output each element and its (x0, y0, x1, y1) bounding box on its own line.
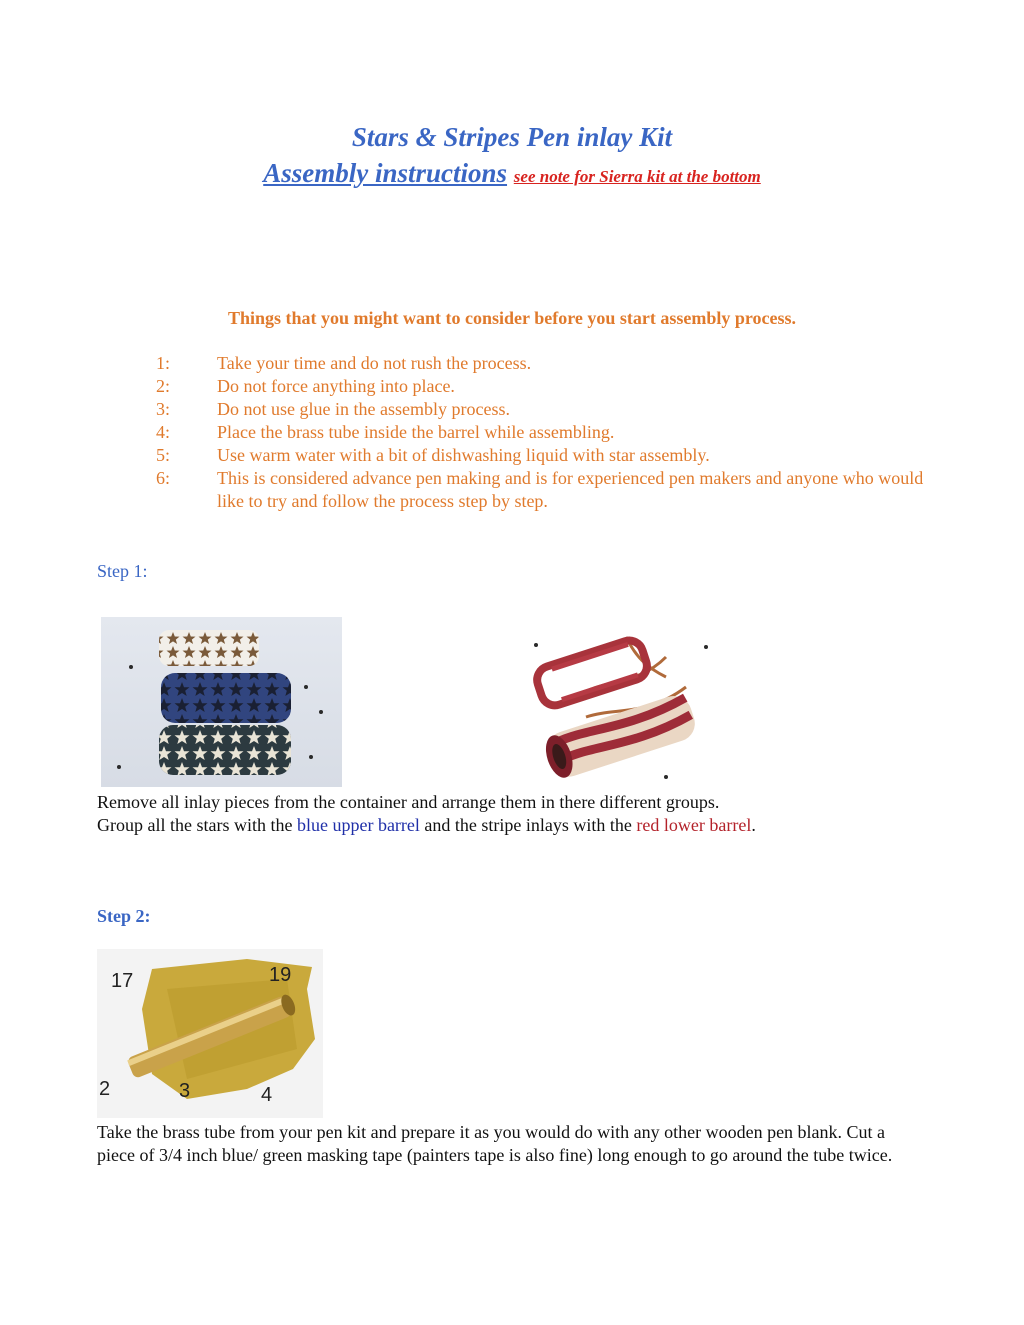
page-subtitle (0, 158, 1024, 189)
step1-line1: Remove all inlay pieces from the container and arrange them in there different groups. (97, 792, 720, 812)
step2-text: Take the brass tube from your pen kit and prepare it as you would do with any other wooden pen blank. Cut a piece of 3/4 inch blue/ green masking tape (painters tape is also fine) long enough to go around the tube twice. (97, 1122, 893, 1165)
photo-label-4: 4 (261, 1084, 273, 1106)
page-title: Stars & Stripes Pen inlay Kit (351, 122, 673, 152)
list-item-number: 2: (156, 376, 171, 396)
list-item-text: Use warm water with a bit of dishwashing liquid with star assembly. (217, 445, 710, 465)
stripe-barrels-illustration (516, 617, 711, 787)
step1-line2-c: . (751, 815, 756, 835)
photo-label-17: 17 (111, 970, 134, 992)
list-item-number: 1: (156, 353, 171, 373)
list-item-text: Place the brass tube inside the barrel while assembling. (217, 422, 615, 442)
blue-upper-barrel-text: blue upper barrel (296, 815, 420, 835)
list-item-text: Take your time and do not rush the process. (217, 353, 532, 373)
step1-line2-b: and the stripe inlays with the (419, 815, 637, 835)
consider-heading: Things that you might want to consider before you start assembly process. (227, 308, 797, 328)
list-item-number: 4: (156, 422, 171, 442)
list-item-text: This is considered advance pen making and is for experienced pen makers and anyone who would like to try and follow the process step by step. (217, 468, 924, 511)
photo-label-3: 3 (179, 1080, 191, 1102)
list-item-text: Do not force anything into place. (217, 376, 455, 396)
list-item-text: Do not use glue in the assembly process. (217, 399, 510, 419)
list-item-number: 3: (156, 399, 171, 419)
step1-line2 (97, 814, 917, 837)
stripe-barrels-photo (516, 617, 711, 787)
star-barrels-photo (101, 617, 342, 787)
brass-tube-photo (97, 949, 323, 1118)
star-barrels-illustration (101, 617, 342, 787)
photo-label-19: 19 (269, 964, 292, 986)
step1-line2-a: Group all the stars with the (97, 815, 297, 835)
red-lower-barrel-text: red lower barrel (636, 815, 752, 835)
list-item-number: 6: (156, 468, 171, 488)
step2-label: Step 2: (97, 906, 151, 926)
brass-tube-illustration (97, 949, 323, 1118)
list-item-number: 5: (156, 445, 171, 465)
subtitle-main: Assembly instructions (263, 158, 508, 188)
step1-label: Step 1: (97, 561, 148, 581)
step1-text (97, 791, 917, 837)
photo-label-2: 2 (99, 1078, 111, 1100)
sierra-note-link[interactable]: see note for Sierra kit at the bottom (513, 167, 761, 186)
